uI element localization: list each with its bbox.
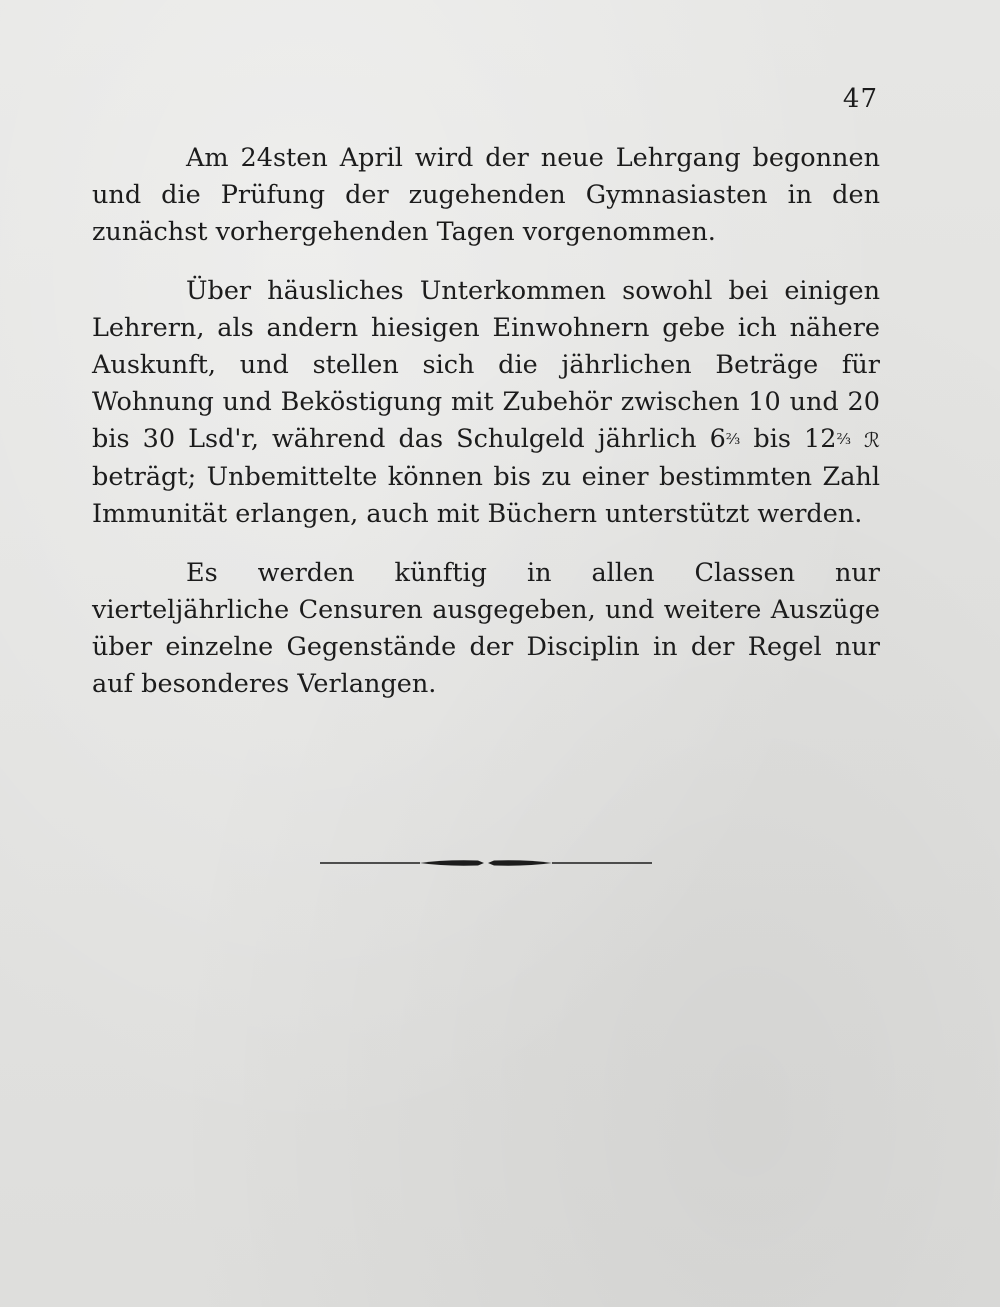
ornamental-rule-icon xyxy=(320,851,652,875)
amount-b: 12 xyxy=(803,424,837,454)
paragraph-1: Am 24sten April wird der neue Lehrgang begonnen und die Prüfung der zugehenden Gymnasiasten in den zunächst vorhergehenden Tagen vorgenommen. xyxy=(92,143,880,247)
paragraph-2 xyxy=(92,273,880,533)
fraction-b: ⅔ xyxy=(836,430,851,448)
fraction-a: ⅔ xyxy=(725,430,741,448)
paragraph-2-rest: beträgt; Unbemittelte können bis zu einer bestimmten Zahl Immunität erlangen, auch mit Büchern unterstützt werden. xyxy=(92,462,880,529)
paragraph-3: Es werden künftig in allen Classen nur vierteljährliche Censuren ausgegeben, und weitere Auszüge über einzelne Gegenstände der Disciplin in der Regel nur auf besonderes Verlangen. xyxy=(92,558,880,699)
paragraph-2-main: Über häusliches Unterkommen sowohl bei einigen Lehrern, als andern hiesigen Einwohnern gebe ich nähere Auskunft, und stellen sich die jährlichen Beträge für Wohnung und Beköstigung mit Zubehör zwischen 10 und 20 bis 30 Lsd'r, während das Schulgeld jährlich xyxy=(92,276,880,454)
currency-symbol-icon: ℛ xyxy=(864,428,880,452)
amount-between: bis xyxy=(753,424,791,454)
page-number: 47 xyxy=(842,84,878,114)
body-text xyxy=(92,140,880,725)
amount-a: 6 xyxy=(709,424,726,454)
